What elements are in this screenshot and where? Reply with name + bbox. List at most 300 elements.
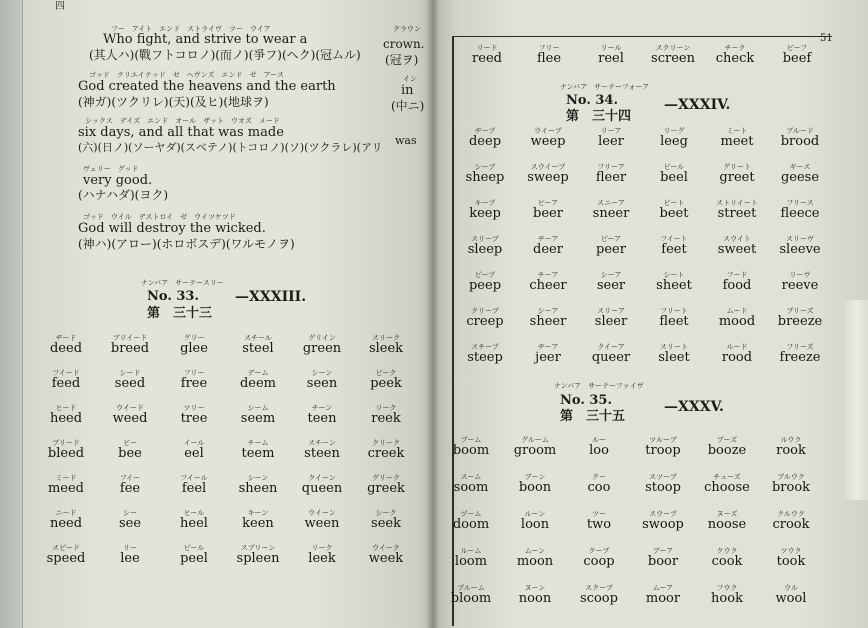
- vocab-word: [31, 369, 101, 391]
- ruby-line: イン: [403, 75, 417, 83]
- word-reading: クリーク: [372, 439, 400, 447]
- vocab-word: [564, 584, 634, 606]
- word-english: reeve: [781, 278, 819, 293]
- vocab-word: [513, 307, 583, 329]
- word-reading: クリープ: [471, 307, 499, 315]
- word-english: seed: [114, 376, 146, 391]
- word-english: boom: [452, 443, 490, 458]
- word-reading: ルウク: [780, 436, 802, 444]
- word-english: rood: [721, 350, 753, 365]
- lesson-kanji: 第 三十四: [566, 109, 632, 124]
- word-reading: スチール: [244, 334, 272, 342]
- word-reading: リード: [476, 44, 498, 52]
- vocab-word: [159, 509, 229, 531]
- vocab-word: [500, 510, 570, 532]
- word-english: feed: [51, 376, 81, 391]
- word-english: sheep: [465, 170, 505, 185]
- word-english: peep: [468, 278, 502, 293]
- word-english: deer: [533, 242, 563, 257]
- vocab-word: [576, 235, 646, 257]
- word-english: booze: [707, 443, 747, 458]
- vocab-word: [639, 199, 709, 221]
- vocab-word: [576, 271, 646, 293]
- page-border: [452, 36, 832, 37]
- word-english: feel: [181, 481, 207, 496]
- japanese-line: (神ハ)(アロー)(ホロボスデ)(ワルモノヲ): [78, 237, 295, 251]
- word-reading: ビー: [123, 439, 137, 447]
- word-english: fleet: [659, 314, 689, 329]
- word-english: fee: [119, 481, 141, 496]
- word-reading: スウイープ: [530, 163, 566, 171]
- vocab-word: [576, 343, 646, 365]
- word-english: sleer: [594, 314, 628, 329]
- word-english: reed: [472, 51, 502, 66]
- word-reading: ピーク: [375, 369, 397, 377]
- word-reading: ブリイード: [112, 334, 148, 342]
- vocab-word: [95, 334, 165, 356]
- word-english: greet: [719, 170, 755, 185]
- word-english: noose: [707, 517, 747, 532]
- light-glare: [842, 300, 868, 500]
- word-reading: シーク: [375, 509, 397, 517]
- word-english: sleeve: [779, 242, 821, 257]
- word-reading: グリーク: [372, 474, 400, 482]
- lesson-roman: —XXXIII.: [235, 289, 307, 305]
- word-reading: ブーム: [460, 436, 482, 444]
- word-reading: ブリード: [52, 439, 80, 447]
- vocab-word: [692, 510, 762, 532]
- vocab-word: [692, 473, 762, 495]
- vocab-word: [95, 439, 165, 461]
- word-english: peel: [180, 551, 208, 566]
- vocab-word: [436, 584, 506, 606]
- word-english: brook: [771, 480, 811, 495]
- word-english: sweep: [527, 170, 569, 185]
- word-reading: スピード: [52, 544, 80, 552]
- vocab-word: [287, 474, 357, 496]
- word-reading: ブルード: [786, 127, 814, 135]
- lesson-kanji: 第 三十五: [560, 409, 626, 424]
- vocab-word: [765, 127, 835, 149]
- word-reading: ブーン: [524, 473, 546, 481]
- word-english: choose: [704, 480, 750, 495]
- vocab-word: [159, 544, 229, 566]
- word-reading: フリーズ: [786, 343, 814, 351]
- word-english: cook: [711, 554, 743, 569]
- word-english: see: [118, 516, 142, 531]
- ruby-line: ヴェリー グッド: [83, 165, 139, 173]
- lesson-roman: —XXXIV.: [664, 97, 731, 113]
- word-english: coop: [583, 554, 615, 569]
- vocab-word: [95, 474, 165, 496]
- word-english: peek: [370, 376, 402, 391]
- word-reading: クルウク: [777, 510, 805, 518]
- word-english: weed: [112, 411, 148, 426]
- word-english: troop: [645, 443, 681, 458]
- word-english: tree: [180, 411, 208, 426]
- vocab-word: [31, 439, 101, 461]
- word-english: boon: [518, 480, 552, 495]
- word-english: bloom: [450, 591, 492, 606]
- vocab-word: [351, 544, 421, 566]
- word-english: food: [722, 278, 752, 293]
- word-reading: グリー: [183, 334, 205, 342]
- vocab-word: [450, 307, 520, 329]
- vocab-word: [31, 474, 101, 496]
- word-reading: フリー: [183, 369, 205, 377]
- word-english: leek: [308, 551, 336, 566]
- margin-word: (冠ヲ): [385, 53, 419, 67]
- word-english: beel: [660, 170, 688, 185]
- word-english: queer: [591, 350, 631, 365]
- ruby-line: シックス デイズ エンド オール ザット ウオズ メード: [85, 117, 280, 125]
- lesson-kanji: 第 三十三: [147, 306, 213, 321]
- vocab-word: [223, 509, 293, 531]
- word-reading: クー: [592, 473, 606, 481]
- word-reading: ビート: [663, 199, 685, 207]
- word-english: queen: [301, 481, 343, 496]
- word-reading: ウイーン: [308, 509, 336, 517]
- vocab-word: [702, 307, 772, 329]
- word-reading: リーク: [311, 544, 333, 552]
- word-reading: ミード: [55, 474, 77, 482]
- vocab-word: [95, 509, 165, 531]
- word-english: two: [586, 517, 612, 532]
- word-reading: スクリーン: [655, 44, 691, 52]
- word-reading: リーク: [375, 404, 397, 412]
- vocab-word: [450, 271, 520, 293]
- english-line: God will destroy the wicked.: [78, 221, 266, 236]
- word-english: eel: [184, 446, 204, 461]
- word-english: feet: [661, 242, 687, 257]
- vocab-word: [436, 436, 506, 458]
- word-english: groom: [513, 443, 557, 458]
- vocab-word: [31, 544, 101, 566]
- word-english: noon: [518, 591, 552, 606]
- vocab-word: [576, 199, 646, 221]
- japanese-line: (其人ハ)(戰フトコロノ)(而ノ)(爭フ)(ヘク)(冠ムル): [89, 48, 361, 62]
- vocab-word: [287, 544, 357, 566]
- word-reading: スクープ: [585, 584, 613, 592]
- japanese-line: (六)(日ノ)(ソーヤダ)(スベテノ)(トコロノ)(ソ)(ツクラレ)(アリ: [78, 141, 383, 154]
- word-english: deem: [239, 376, 277, 391]
- vocab-word: [500, 584, 570, 606]
- word-reading: リーグ: [663, 127, 685, 135]
- word-reading: ヌーズ: [716, 510, 738, 518]
- vocab-word: [762, 44, 832, 66]
- word-english: beer: [533, 206, 563, 221]
- word-reading: スツープ: [649, 473, 677, 481]
- word-reading: チューズ: [713, 473, 741, 481]
- word-reading: クウク: [716, 547, 738, 555]
- word-reading: スニーア: [597, 199, 625, 207]
- word-english: week: [368, 551, 404, 566]
- margin-word: in: [401, 83, 414, 98]
- word-reading: シーム: [247, 404, 269, 412]
- word-english: doom: [452, 517, 490, 532]
- vocab-word: [639, 271, 709, 293]
- vocab-word: [756, 473, 826, 495]
- word-reading: ブーア: [652, 547, 674, 555]
- word-reading: ピーア: [600, 235, 622, 243]
- word-english: steep: [467, 350, 503, 365]
- word-english: coo: [587, 480, 611, 495]
- word-reading: シーア: [600, 271, 622, 279]
- vocab-word: [756, 547, 826, 569]
- page-number: 51: [820, 33, 833, 44]
- word-english: loo: [589, 443, 609, 458]
- word-english: glee: [180, 341, 208, 356]
- word-english: cheer: [529, 278, 567, 293]
- vocab-word: [351, 404, 421, 426]
- word-english: swoop: [642, 517, 684, 532]
- word-english: flee: [536, 51, 562, 66]
- vocab-word: [513, 271, 583, 293]
- word-english: sheet: [656, 278, 692, 293]
- word-english: teen: [307, 411, 337, 426]
- vocab-word: [639, 127, 709, 149]
- vocab-word: [159, 439, 229, 461]
- word-reading: ヌーン: [524, 584, 546, 592]
- word-english: reek: [371, 411, 401, 426]
- word-reading: ブリーズ: [786, 307, 814, 315]
- vocab-word: [765, 163, 835, 185]
- word-english: mood: [718, 314, 756, 329]
- word-reading: ヂード: [55, 334, 77, 342]
- vocab-word: [287, 509, 357, 531]
- word-english: geese: [780, 170, 820, 185]
- word-english: breeze: [777, 314, 823, 329]
- word-english: seer: [596, 278, 626, 293]
- vocab-word: [500, 473, 570, 495]
- word-english: steen: [304, 446, 340, 461]
- word-reading: フリート: [660, 307, 688, 315]
- word-reading: チーア: [537, 271, 559, 279]
- vocab-word: [628, 547, 698, 569]
- word-reading: フリース: [786, 199, 814, 207]
- word-english: creep: [466, 314, 504, 329]
- vocab-word: [702, 343, 772, 365]
- word-reading: クープ: [588, 547, 610, 555]
- vocab-word: [159, 369, 229, 391]
- vocab-word: [702, 163, 772, 185]
- vocab-word: [31, 509, 101, 531]
- vocab-word: [351, 439, 421, 461]
- vocab-word: [765, 271, 835, 293]
- vocab-word: [287, 369, 357, 391]
- word-reading: シーン: [311, 369, 333, 377]
- vocab-word: [351, 509, 421, 531]
- word-reading: フウク: [716, 584, 738, 592]
- vocab-word: [702, 127, 772, 149]
- vocab-word: [628, 584, 698, 606]
- english-line: six days, and all that was made: [78, 125, 284, 140]
- vocab-word: [628, 436, 698, 458]
- word-english: greek: [367, 481, 405, 496]
- word-reading: ブーズ: [716, 436, 738, 444]
- word-reading: ツループ: [649, 436, 677, 444]
- word-english: breed: [110, 341, 150, 356]
- vocab-word: [351, 369, 421, 391]
- word-reading: リーヴ: [789, 271, 811, 279]
- vocab-word: [692, 547, 762, 569]
- word-english: boor: [647, 554, 679, 569]
- word-reading: スリーヴ: [786, 235, 814, 243]
- word-reading: スリート: [660, 343, 688, 351]
- vocab-word: [639, 235, 709, 257]
- vocab-word: [564, 473, 634, 495]
- vocab-word: [450, 199, 520, 221]
- vocab-word: [765, 307, 835, 329]
- word-reading: フイード: [52, 369, 80, 377]
- word-english: seek: [371, 516, 401, 531]
- vocab-word: [700, 44, 770, 66]
- word-reading: シート: [663, 271, 685, 279]
- right-page: [432, 0, 868, 628]
- word-english: bee: [118, 446, 142, 461]
- english-line: Who fight, and strive to wear a: [103, 32, 308, 47]
- word-reading: ヂーア: [537, 343, 559, 351]
- lesson-number: No. 34.: [566, 93, 618, 108]
- vocab-word: [765, 235, 835, 257]
- word-english: teem: [241, 446, 275, 461]
- word-english: bleed: [47, 446, 85, 461]
- vocab-word: [628, 473, 698, 495]
- word-reading: ビーフ: [786, 44, 808, 52]
- vocab-word: [756, 510, 826, 532]
- vocab-word: [223, 404, 293, 426]
- english-line: God created the heavens and the earth: [78, 79, 336, 94]
- word-reading: ヒード: [55, 404, 77, 412]
- vocab-word: [287, 439, 357, 461]
- word-reading: フイート: [660, 235, 688, 243]
- vocab-word: [223, 334, 293, 356]
- word-reading: チーク: [724, 44, 746, 52]
- word-reading: シー: [123, 509, 137, 517]
- vocab-word: [638, 44, 708, 66]
- word-reading: ムーン: [524, 547, 546, 555]
- word-english: green: [302, 341, 342, 356]
- word-english: hook: [711, 591, 743, 606]
- word-english: speed: [46, 551, 86, 566]
- lesson-reading: ナンバア サーテーファイヴ: [554, 382, 644, 390]
- word-english: fleer: [595, 170, 627, 185]
- lesson-number: No. 33.: [147, 289, 199, 304]
- word-english: ween: [304, 516, 340, 531]
- page-border: [452, 36, 454, 626]
- word-reading: グリート: [723, 163, 751, 171]
- word-english: wool: [775, 591, 807, 606]
- word-reading: フイール: [180, 474, 208, 482]
- word-reading: リール: [600, 44, 622, 52]
- ruby-line: クラウン: [393, 25, 421, 33]
- word-english: screen: [651, 51, 695, 66]
- word-reading: スチーン: [308, 439, 336, 447]
- vocab-word: [31, 334, 101, 356]
- vocab-word: [223, 439, 293, 461]
- word-english: sneer: [592, 206, 630, 221]
- word-english: heel: [180, 516, 208, 531]
- word-english: sheer: [529, 314, 567, 329]
- japanese-line: (神ガ)(ツクリレ)(天)(及ヒ)(地球ヲ): [78, 95, 269, 109]
- vocab-word: [639, 163, 709, 185]
- vocab-word: [223, 474, 293, 496]
- word-english: creek: [367, 446, 405, 461]
- word-reading: シーア: [537, 307, 559, 315]
- ruby-line: ゴッド ウイル デストロイ ゼ ウイツケツド: [83, 213, 236, 221]
- word-english: peer: [596, 242, 626, 257]
- vocab-word: [576, 163, 646, 185]
- vocab-word: [287, 404, 357, 426]
- word-reading: グリイン: [308, 334, 336, 342]
- book-gutter: [426, 0, 440, 628]
- word-reading: スリーア: [597, 307, 625, 315]
- vocab-word: [159, 404, 229, 426]
- vocab-word: [756, 436, 826, 458]
- lesson-number: No. 35.: [560, 393, 612, 408]
- vocab-word: [513, 199, 583, 221]
- page-label: 四: [55, 1, 65, 12]
- vocab-word: [452, 44, 522, 66]
- vocab-word: [500, 436, 570, 458]
- word-english: leer: [598, 134, 624, 149]
- word-english: beet: [659, 206, 689, 221]
- word-english: free: [180, 376, 208, 391]
- lesson-roman: —XXXV.: [664, 399, 724, 415]
- word-reading: ムード: [726, 307, 748, 315]
- word-reading: チーン: [311, 404, 333, 412]
- word-reading: スプリーン: [240, 544, 276, 552]
- word-reading: ツー: [592, 510, 606, 518]
- word-reading: チーム: [247, 439, 269, 447]
- vocab-word: [513, 343, 583, 365]
- vocab-word: [351, 334, 421, 356]
- word-english: jeer: [535, 350, 561, 365]
- word-reading: ブルウク: [777, 473, 805, 481]
- vocab-word: [436, 547, 506, 569]
- vocab-word: [513, 235, 583, 257]
- vocab-word: [576, 127, 646, 149]
- word-english: stoop: [645, 480, 681, 495]
- ruby-line: フー アイト エンド ストライヴ ツー ウイア: [111, 25, 271, 33]
- word-english: deep: [468, 134, 502, 149]
- word-english: sweet: [717, 242, 757, 257]
- vocab-word: [576, 44, 646, 66]
- word-reading: スチープ: [471, 343, 499, 351]
- word-english: soom: [453, 480, 489, 495]
- word-reading: ウイード: [116, 404, 144, 412]
- word-english: fleece: [780, 206, 820, 221]
- word-reading: クイーア: [597, 343, 625, 351]
- word-english: reel: [598, 51, 624, 66]
- vocab-word: [287, 334, 357, 356]
- left-page: [22, 0, 433, 628]
- word-reading: ビーア: [537, 199, 559, 207]
- word-reading: ピープ: [474, 271, 496, 279]
- word-english: moon: [516, 554, 554, 569]
- vocab-word: [765, 343, 835, 365]
- ruby-line: ゴッド クリエイテッド ゼ ヘヴンズ エンド ゼ アース: [89, 71, 284, 79]
- word-reading: ヂーア: [537, 235, 559, 243]
- word-reading: ヅーム: [460, 510, 482, 518]
- word-reading: ルーン: [524, 510, 546, 518]
- word-english: keep: [469, 206, 501, 221]
- word-english: check: [715, 51, 755, 66]
- vocab-word: [639, 307, 709, 329]
- word-reading: ピール: [183, 544, 205, 552]
- word-reading: ギース: [789, 163, 811, 171]
- word-english: keen: [242, 516, 274, 531]
